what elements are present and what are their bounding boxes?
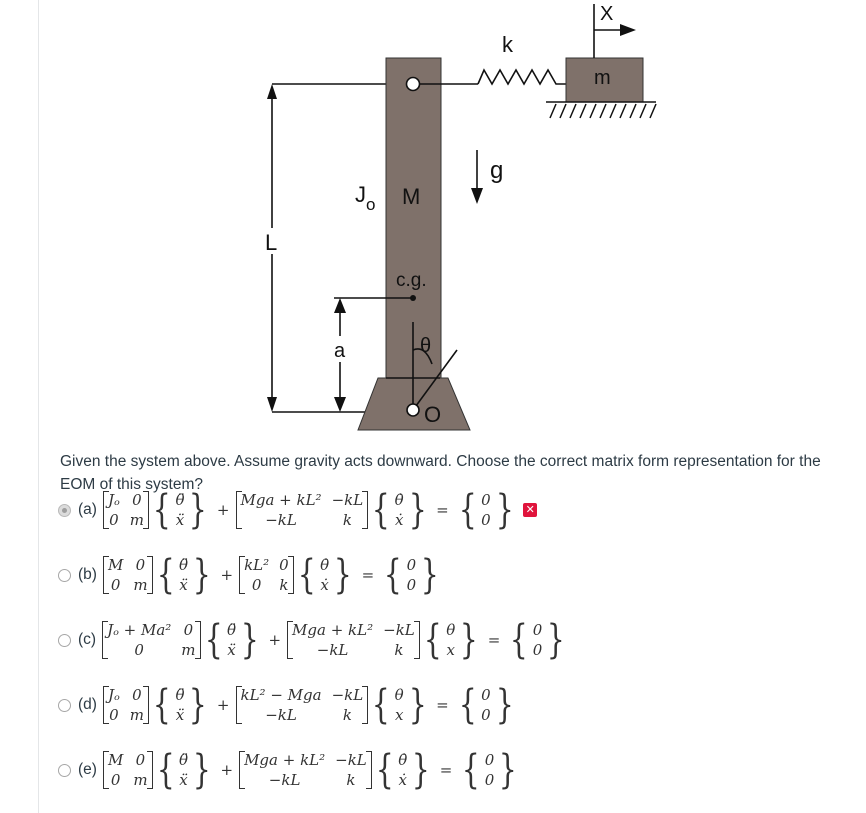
matrix-cell: 0: [135, 556, 146, 574]
mass-matrix: [103, 491, 149, 529]
answer-option[interactable]: [58, 682, 517, 728]
gravity-arrow: [471, 150, 483, 204]
rhs-vector: [506, 617, 568, 663]
vector-column: [226, 621, 237, 659]
mass-matrix: [102, 621, 200, 659]
matrix-cell: Jₒ + Ma²: [107, 621, 172, 639]
left-brace: {: [423, 617, 442, 663]
radio-button[interactable]: [58, 569, 71, 582]
cg-label: c.g.: [396, 270, 427, 291]
left-brace: {: [375, 747, 394, 793]
right-brace: }: [460, 617, 478, 663]
length-label: L: [265, 230, 278, 255]
left-brace: {: [510, 617, 528, 663]
left-brace: {: [152, 682, 171, 728]
coefficient-matrix: [287, 621, 420, 659]
left-brace: {: [204, 617, 223, 663]
matrix-cell: −kL: [331, 491, 364, 509]
vector-column: [480, 491, 492, 529]
state-vector: [294, 552, 356, 598]
right-brace: }: [189, 487, 208, 533]
matrix-cell: kL²: [244, 556, 270, 574]
matrix-cell: m: [133, 771, 148, 789]
vector-cell: θ̇: [320, 556, 330, 574]
vector-cell: θ̈: [226, 621, 237, 639]
vector-cell: θ̇: [394, 491, 404, 509]
vector-column: [484, 751, 496, 789]
radio-button[interactable]: [58, 764, 71, 777]
mass-matrix: [103, 751, 153, 789]
equals-sign: =: [436, 501, 449, 519]
vector-column: [178, 751, 189, 789]
answer-option[interactable]: [58, 552, 443, 598]
rhs-vector: [380, 552, 442, 598]
matrix-cell: 0: [110, 576, 121, 594]
spring-label: k: [502, 32, 513, 57]
answer-option[interactable]: [58, 747, 521, 793]
matrix-cell: M: [107, 751, 124, 769]
matrix-cell: −kL: [265, 706, 297, 724]
ground-hatch: [546, 102, 656, 118]
left-brace: {: [372, 487, 390, 533]
vector-cell: 0: [406, 556, 417, 574]
matrix-cell: k: [342, 511, 352, 529]
matrix-cell: 0: [135, 751, 146, 769]
matrix-cell: k: [346, 771, 356, 789]
vector-cell: θ: [446, 621, 456, 639]
vector-cell: 0: [532, 641, 543, 659]
radio-button[interactable]: [58, 699, 71, 712]
matrix-cell: −kL: [331, 686, 364, 704]
matrix-cell: −kL: [316, 641, 349, 659]
vector-column: [394, 686, 405, 724]
matrix-cell: m: [133, 576, 148, 594]
vector-cell: ẍ: [175, 511, 185, 529]
matrix-cell: 0: [279, 556, 289, 574]
matrix-cell: 0: [134, 641, 144, 659]
vector-column: [174, 491, 185, 529]
vector-column: [445, 621, 456, 659]
rhs-vector: [455, 487, 517, 533]
equation: [103, 682, 517, 728]
coefficient-matrix: [236, 491, 369, 529]
matrix-cell: 0: [110, 771, 121, 789]
vector-cell: 0: [481, 511, 491, 529]
vector-column: [532, 621, 544, 659]
acceleration-vector: [149, 682, 211, 728]
coefficient-matrix: [239, 751, 372, 789]
x-label: X: [600, 3, 614, 25]
matrix-cell: kL² − Mga: [240, 686, 322, 704]
equals-sign: =: [439, 761, 453, 779]
matrix-cell: 0: [183, 621, 194, 639]
vector-cell: 0: [406, 576, 417, 594]
bar-mass-label: M: [402, 184, 421, 209]
equals-sign: =: [487, 631, 501, 649]
angle-label: θ: [420, 335, 432, 357]
state-vector: [368, 682, 430, 728]
option-label: (e): [78, 761, 97, 778]
right-brace: }: [333, 552, 352, 598]
vector-cell: ẋ: [394, 511, 404, 529]
top-joint: [407, 78, 420, 91]
matrix-cell: m: [129, 706, 144, 724]
right-brace: }: [499, 747, 517, 793]
right-brace: }: [240, 617, 259, 663]
matrix-cell: −kL: [335, 751, 367, 769]
left-brace: {: [372, 682, 390, 728]
mass-matrix: [103, 556, 153, 594]
vector-cell: θ̇: [398, 751, 408, 769]
vector-cell: ẍ: [227, 641, 236, 659]
radio-button[interactable]: [58, 634, 71, 647]
vector-cell: θ̈: [175, 491, 185, 509]
vector-cell: ẋ: [398, 771, 407, 789]
question-text: Given the system above. Assume gravity acts downward. Choose the correct matrix form representation for the EOM of this system?: [60, 453, 821, 493]
state-vector: [368, 487, 430, 533]
coefficient-matrix: [239, 556, 294, 594]
left-brace: {: [297, 552, 316, 598]
plus-sign: +: [216, 501, 230, 519]
left-brace: {: [384, 552, 402, 598]
option-label: (d): [78, 696, 97, 713]
matrix-cell: −kL: [265, 511, 297, 529]
vector-cell: ẋ: [320, 576, 329, 594]
acceleration-vector: [153, 552, 215, 598]
vector-column: [319, 556, 330, 594]
equals-sign: =: [436, 696, 449, 714]
equation: [103, 552, 443, 598]
equation: [102, 617, 569, 663]
gravity-label: g: [490, 157, 504, 184]
left-brace: {: [156, 747, 175, 793]
offset-label: a: [334, 340, 346, 362]
spring: [478, 70, 566, 84]
vector-cell: 0: [532, 621, 543, 639]
cg-dot: [410, 295, 416, 301]
vector-cell: 0: [481, 686, 491, 704]
vector-cell: θ̈: [175, 686, 185, 704]
matrix-cell: Mga + kL²: [292, 621, 374, 639]
answer-option[interactable]: [58, 487, 537, 533]
state-vector: [372, 747, 434, 793]
right-brace: }: [412, 747, 430, 793]
vector-cell: θ̈: [179, 751, 189, 769]
matrix-cell: k: [394, 641, 404, 659]
moment-label: $J_o$: [355, 182, 376, 214]
plus-sign: +: [216, 696, 230, 714]
matrix-cell: −kL: [268, 771, 301, 789]
matrix-cell: 0: [132, 686, 142, 704]
pivot-label: O: [424, 402, 442, 427]
equals-sign: =: [361, 566, 375, 584]
matrix-cell: m: [129, 511, 144, 529]
radio-button[interactable]: [58, 504, 71, 517]
right-brace: }: [408, 487, 427, 533]
acceleration-vector: [201, 617, 263, 663]
plus-sign: +: [268, 631, 282, 649]
acceleration-vector: [149, 487, 211, 533]
vector-cell: 0: [484, 751, 495, 769]
left-brace: {: [462, 747, 480, 793]
matrix-cell: −kL: [383, 621, 415, 639]
matrix-cell: Mga + kL²: [244, 751, 326, 769]
vector-cell: ẍ: [179, 576, 188, 594]
vector-column: [406, 556, 418, 594]
mass-label: m: [594, 67, 611, 89]
matrix-cell: M: [107, 556, 124, 574]
vector-cell: ẍ: [175, 706, 185, 724]
option-label: (c): [78, 631, 97, 648]
vector-column: [394, 491, 405, 529]
vector-cell: ẍ: [179, 771, 188, 789]
coefficient-matrix: [236, 686, 369, 724]
vector-column: [480, 686, 492, 724]
option-label: (a): [78, 501, 97, 518]
pivot: [407, 404, 419, 416]
mass-matrix: [103, 686, 149, 724]
plus-sign: +: [220, 761, 234, 779]
matrix-cell: Mga + kL²: [240, 491, 322, 509]
answer-option[interactable]: [58, 617, 569, 663]
matrix-cell: k: [342, 706, 352, 724]
left-brace: {: [152, 487, 171, 533]
matrix-cell: 0: [132, 491, 142, 509]
incorrect-icon: ✕: [523, 503, 537, 517]
right-brace: }: [547, 617, 565, 663]
vector-column: [174, 686, 185, 724]
right-brace: }: [421, 552, 439, 598]
equation: [103, 747, 521, 793]
matrix-cell: 0: [251, 576, 262, 594]
vector-column: [397, 751, 408, 789]
vector-column: [178, 556, 189, 594]
matrix-cell: 0: [109, 706, 119, 724]
matrix-cell: Jₒ: [107, 491, 120, 509]
matrix-cell: Jₒ: [107, 686, 120, 704]
vector-cell: θ̈: [179, 556, 189, 574]
rhs-vector: [458, 747, 520, 793]
vector-cell: x: [446, 641, 455, 659]
left-brace: {: [458, 682, 477, 728]
right-brace: }: [495, 682, 514, 728]
equation: [103, 487, 537, 533]
right-brace: }: [189, 682, 208, 728]
vector-cell: 0: [481, 706, 491, 724]
vector-cell: x: [394, 706, 404, 724]
matrix-cell: k: [279, 576, 289, 594]
right-brace: }: [192, 552, 211, 598]
left-brace: {: [156, 552, 175, 598]
vector-cell: θ: [394, 686, 404, 704]
state-vector: [420, 617, 482, 663]
left-brace: {: [458, 487, 477, 533]
right-brace: }: [495, 487, 514, 533]
right-brace: }: [192, 747, 211, 793]
vector-cell: 0: [481, 491, 491, 509]
rhs-vector: [455, 682, 517, 728]
right-brace: }: [408, 682, 427, 728]
plus-sign: +: [220, 566, 234, 584]
matrix-cell: 0: [109, 511, 119, 529]
option-label: (b): [78, 566, 97, 583]
acceleration-vector: [153, 747, 215, 793]
vector-cell: 0: [484, 771, 495, 789]
matrix-cell: m: [181, 641, 196, 659]
